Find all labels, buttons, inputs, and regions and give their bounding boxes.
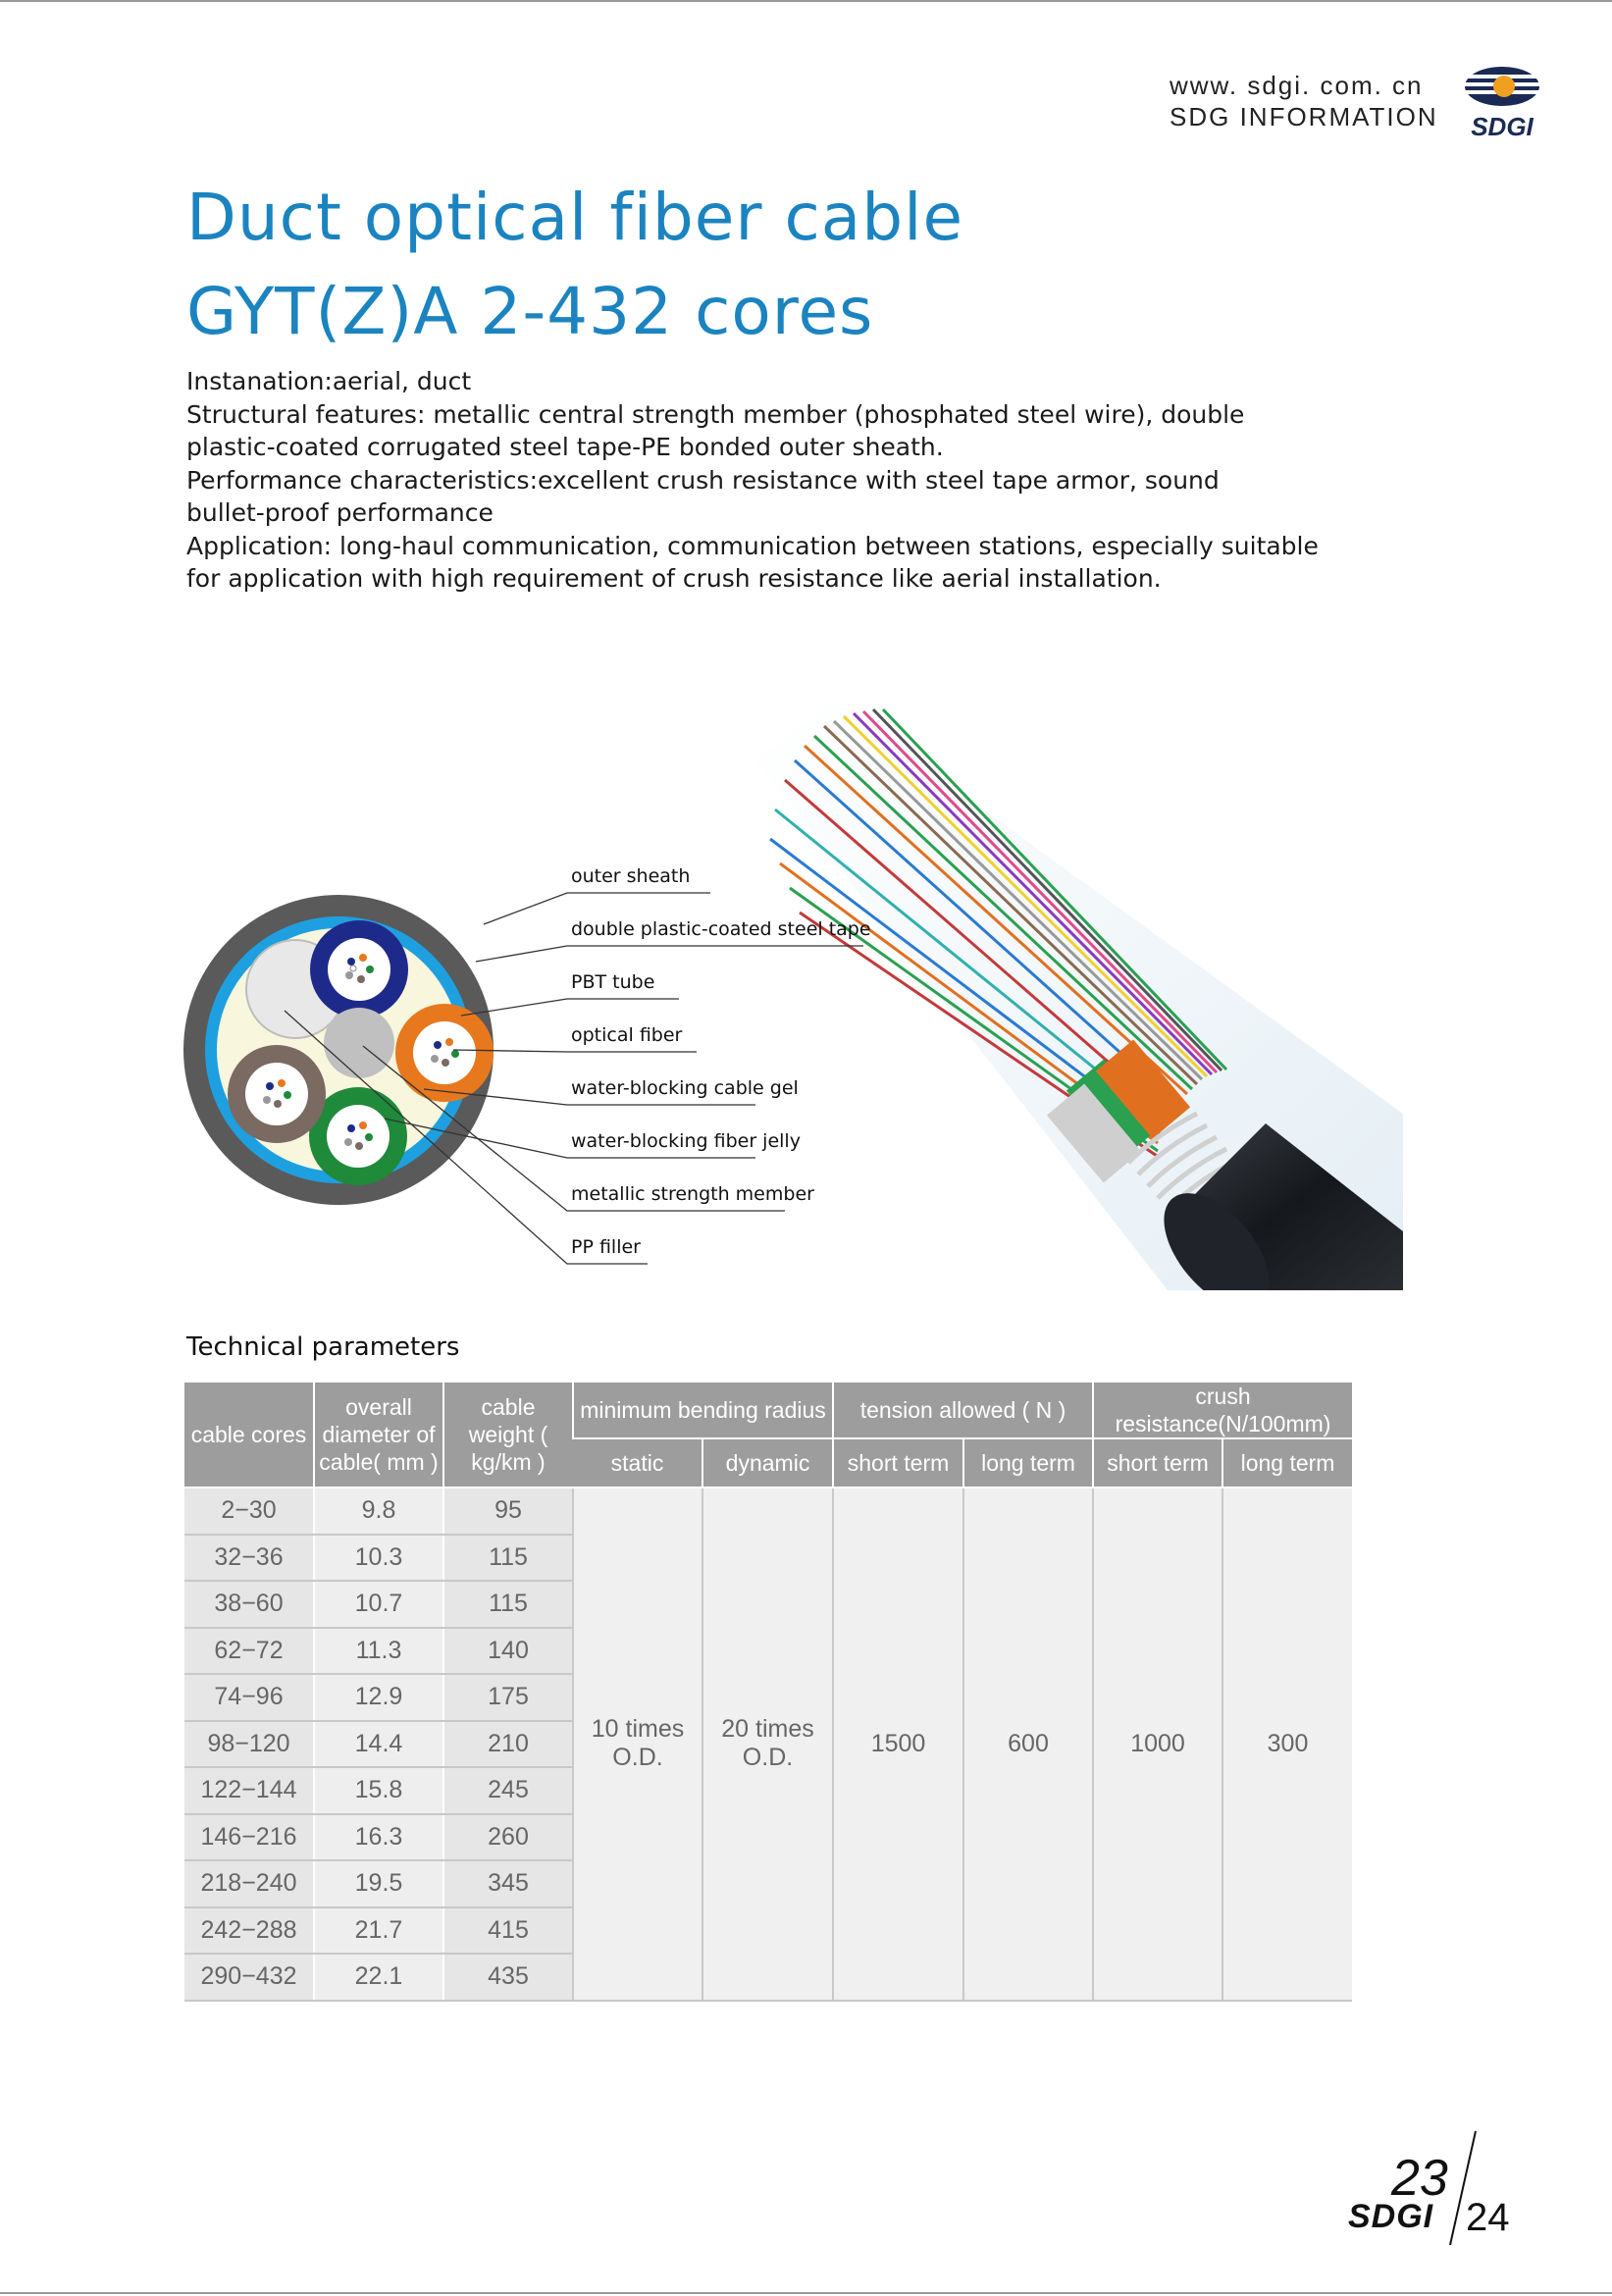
cell-tension-long: 600 [963, 1487, 1093, 2001]
cell-diameter: 19.5 [314, 1860, 443, 1907]
header-overall-diameter: overall diameter of cable( mm ) [314, 1383, 443, 1487]
cell-weight: 210 [443, 1721, 573, 1768]
cell-diameter: 14.4 [314, 1721, 443, 1768]
svg-text:SDGI: SDGI [1471, 112, 1534, 141]
page-number-left: 23 [1391, 2150, 1448, 2207]
cell-cores: 146−216 [184, 1814, 314, 1861]
header-cable-weight: cable weight ( kg/km ) [443, 1383, 573, 1487]
cell-weight: 260 [443, 1814, 573, 1861]
cell-diameter: 16.3 [314, 1814, 443, 1861]
sdgi-logo [1460, 59, 1544, 143]
cell-weight: 415 [443, 1907, 573, 1955]
callout-strength-member: metallic strength member [571, 1183, 814, 1205]
cell-weight: 95 [443, 1487, 573, 1535]
section-title: Technical parameters [186, 1332, 460, 1362]
cell-static-radius: 10 times O.D. [573, 1487, 702, 2001]
header-cable-cores: cable cores [184, 1383, 314, 1487]
callout-cable-gel: water-blocking cable gel [571, 1077, 799, 1099]
cell-cores: 2−30 [184, 1487, 314, 1535]
header-tension-long: long term [963, 1438, 1093, 1487]
desc-line: bullet-proof performance [186, 498, 494, 527]
page-title-line2: GYT(Z)A 2-432 cores [186, 274, 874, 349]
callout-pp-filler: PP filler [571, 1236, 641, 1258]
callout-outer-sheath: outer sheath [571, 865, 691, 887]
product-description [186, 365, 1393, 596]
cell-diameter: 10.3 [314, 1535, 443, 1582]
website-url[interactable]: www. sdgi. com. cn [1170, 71, 1424, 100]
footer-brand: SDGI [1348, 2198, 1434, 2235]
cell-diameter: 9.8 [314, 1487, 443, 1535]
cell-cores: 32−36 [184, 1535, 314, 1582]
callout-steel-tape: double plastic-coated steel tape [571, 918, 871, 940]
table-row [184, 1487, 1352, 1535]
header-crush: crush resistance(N/100mm) [1093, 1383, 1352, 1438]
company-name: SDG INFORMATION [1170, 102, 1438, 131]
cell-diameter: 12.9 [314, 1674, 443, 1721]
cell-weight: 175 [443, 1674, 573, 1721]
header-tension-short: short term [833, 1438, 963, 1487]
desc-line: Structural features: metallic central strength member (phosphated steel wire), double [186, 399, 1245, 429]
desc-line: Application: long-haul communication, communication between stations, especially suitable [186, 531, 1319, 560]
callout-optical-fiber: optical fiber [571, 1024, 683, 1046]
desc-line: plastic-coated corrugated steel tape-PE bonded outer sheath. [186, 433, 944, 461]
cell-cores: 242−288 [184, 1907, 314, 1955]
desc-line: Instanation:aerial, duct [186, 367, 472, 395]
technical-parameters-table [184, 1383, 1352, 2002]
desc-line: Performance characteristics:excellent crush resistance with steel tape armor, sound [186, 465, 1220, 495]
desc-line: for application with high requirement of crush resistance like aerial installation. [186, 564, 1162, 593]
header-crush-long: long term [1222, 1438, 1352, 1487]
cell-weight: 140 [443, 1628, 573, 1675]
top-rule [0, 0, 1612, 2]
cell-diameter: 11.3 [314, 1628, 443, 1675]
cell-cores: 98−120 [184, 1721, 314, 1768]
cell-weight: 245 [443, 1767, 573, 1814]
header-crush-short: short term [1093, 1438, 1222, 1487]
cell-weight: 115 [443, 1581, 573, 1628]
header-tension: tension allowed ( N ) [833, 1383, 1093, 1438]
cell-diameter: 10.7 [314, 1581, 443, 1628]
cell-crush-long: 300 [1222, 1487, 1352, 2001]
page-title-line1: Duct optical fiber cable [186, 180, 964, 255]
cell-crush-short: 1000 [1093, 1487, 1222, 2001]
cell-cores: 218−240 [184, 1860, 314, 1907]
metallic-strength-member [324, 1008, 394, 1078]
cell-cores: 38−60 [184, 1581, 314, 1628]
cell-cores: 122−144 [184, 1767, 314, 1814]
cell-cores: 62−72 [184, 1628, 314, 1675]
cell-weight: 345 [443, 1860, 573, 1907]
page-number-right: 24 [1466, 2196, 1510, 2239]
cell-diameter: 15.8 [314, 1767, 443, 1814]
cell-cores: 290−432 [184, 1954, 314, 2001]
cell-cores: 74−96 [184, 1674, 314, 1721]
cell-weight: 435 [443, 1954, 573, 2001]
cell-diameter: 22.1 [314, 1954, 443, 2001]
cable-cross-section [167, 854, 873, 1266]
callout-pbt-tube: PBT tube [571, 971, 655, 993]
callout-fiber-jelly: water-blocking fiber jelly [571, 1130, 801, 1152]
cell-dynamic-radius: 20 times O.D. [702, 1487, 833, 2001]
cell-weight: 115 [443, 1535, 573, 1582]
header-bending-radius: minimum bending radius [573, 1383, 833, 1438]
cell-tension-short: 1500 [833, 1487, 963, 2001]
cell-diameter: 21.7 [314, 1907, 443, 1955]
bottom-rule [0, 2292, 1612, 2294]
header-static: static [573, 1438, 702, 1487]
header-dynamic: dynamic [702, 1438, 833, 1487]
